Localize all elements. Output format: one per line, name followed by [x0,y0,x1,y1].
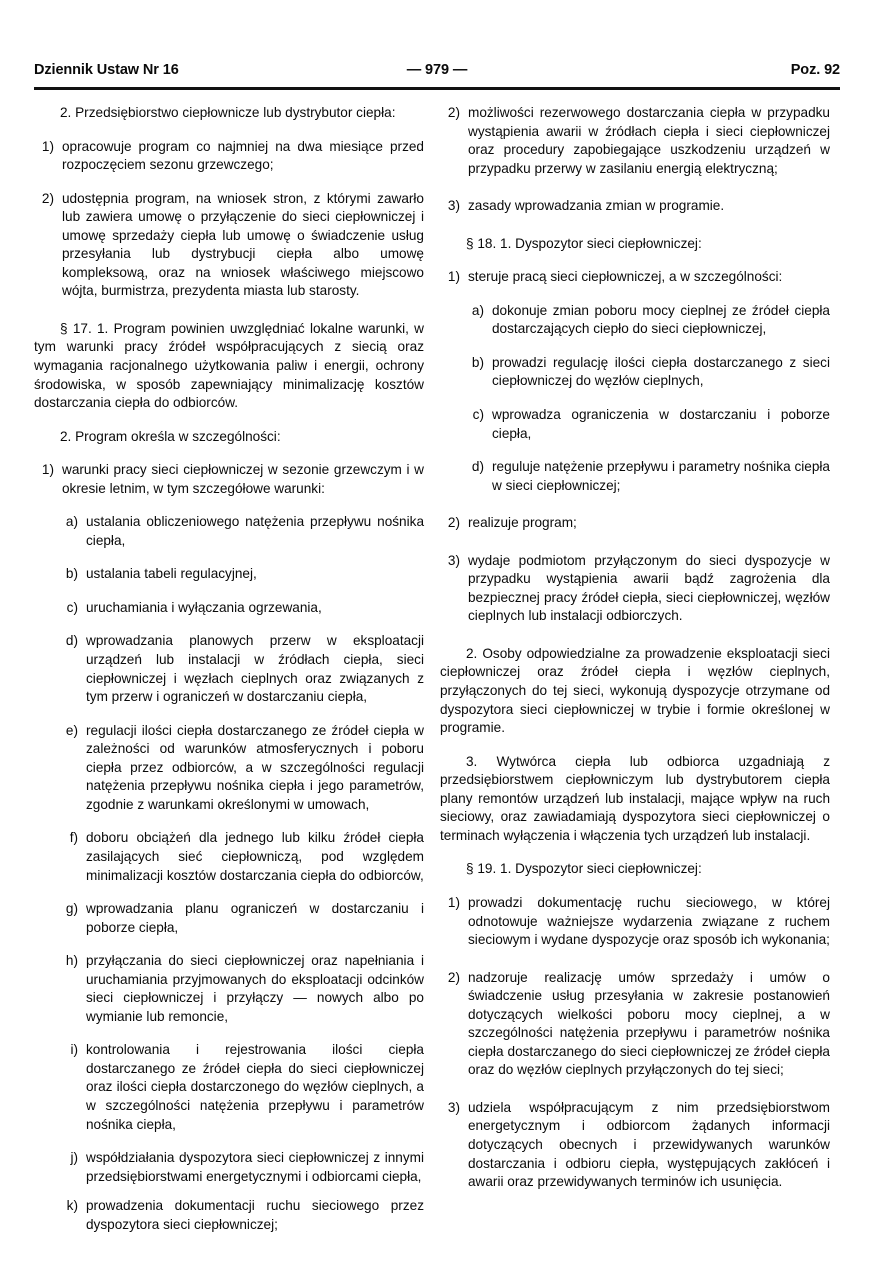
list-item [34,599,424,618]
section-paragraph: § 17. 1. Program powinien uwzględniać lokalne warunki, w tym warunki pracy źródeł współpracujących z siecią oraz wymagania racjonalnego użytkowania paliw i energii, ochrony środowiska, w sposób zapewniający minimalizację kosztów dostarczania ciepła do odbiorców. [34,320,424,411]
list-item [440,458,830,495]
list-marker: g) [65,901,78,917]
list-item [34,829,424,885]
list-item [440,302,830,339]
list-item-text: udziela współpracującym z nim przedsiębiorstwom energetycznym i odbiorcom żądanych informacji dotyczących obecnych i przewidywanych warunków dostarczania i odbioru ciepła, występujących zakłóceń i awarii oraz przewidywanych terminów ich usunięcia. [468,1099,830,1190]
list-item-text: wprowadzania planowych przerw w eksploatacji urządzeń lub instalacji w źródłach ciepła, sieci ciepłowniczej i węzłach cieplnych oraz związanych z tym przerw i ograniczeń w dostarczaniu ciepła, [86,633,424,705]
list-item-text: przyłączania do sieci ciepłowniczej oraz napełniania i uruchamiania przyjmowanych do eksploatacji odcinków sieci ciepłowniczej i przyłączy — nowych albo po wymianie lub remoncie, [86,953,424,1024]
left-column [34,104,424,1234]
list-marker: 2) [447,969,460,985]
list-item [34,190,424,301]
list-item-text: wprowadzania planu ograniczeń w dostarczaniu i poborze ciepła, [86,901,424,935]
list-item [34,138,424,175]
list-marker: e) [65,722,78,738]
list-item-text: możliwości rezerwowego dostarczania ciepła w przypadku wystąpienia awarii w źródłach ciepła i sieci ciepłowniczej oraz procedury zapobiegające uszkodzeniu urządzeń w przypadku przerwy w zasilaniu energią elektryczną; [468,105,830,176]
list-marker: h) [65,953,78,969]
list-item [34,632,424,706]
list-item [440,406,830,443]
right-column [440,104,830,1192]
list-item-text: uruchamiania i wyłączania ogrzewania, [86,599,322,615]
list-marker: c) [66,599,78,615]
list-item [34,1149,424,1186]
list-marker: k) [66,1198,78,1214]
list-item-text: realizuje program; [468,515,577,531]
list-item-text: wprowadza ograniczenia w dostarczaniu i poborze ciepła, [492,407,830,441]
list-marker: d) [471,459,484,475]
list-item-text: zasady wprowadzania zmian w programie. [468,198,725,214]
list-marker: c) [472,407,484,423]
list-item-text: opracowuje program co najmniej na dwa miesiące przed rozpoczęciem sezonu grzewczego; [62,138,424,173]
list-marker: 2) [41,190,54,206]
list-item [34,722,424,815]
list-marker: b) [65,566,78,582]
list-marker: d) [65,633,78,649]
list-item-text: ustalania obliczeniowego natężenia przepływu nośnika ciepła, [86,514,424,548]
list-item [34,461,424,498]
list-marker: j) [70,1150,78,1166]
list-item-text: prowadzi regulację ilości ciepła dostarczanego z sieci ciepłowniczej do węzłów cieplnych, [492,354,830,389]
list-marker: 3) [447,1099,460,1115]
list-item-text: dokonuje zmian poboru mocy cieplnej ze źródeł ciepła dostarczających ciepło do sieci ciepłowniczej, [492,302,830,337]
list-item [34,1197,424,1234]
list-item-text: kontrolowania i rejestrowania ilości ciepła dostarczanego ze źródeł ciepła do sieci ciepłowniczej oraz ilości ciepła dostarczonego do węzłów cieplnych, a w szczególności natężenia przepływu i parametrów nośnika ciepła, [86,1042,424,1132]
list-marker: 2) [447,515,460,531]
list-item [34,1041,424,1134]
list-item-text: regulacji ilości ciepła dostarczanego ze źródeł ciepła w zależności od warunków atmosferycznych i poboru ciepła przez odbiorców, a w szczególności regulacji natężenia przepływu nośnika ciepła i jego parametrów, zgodnie z warunkami określonymi w umowach, [86,722,424,812]
list-item-text: wydaje podmiotom przyłączonym do sieci dyspozycje w przypadku wystąpienia awarii bądź zagrożenia dla bezpiecznej pracy źródeł ciepła, sieci ciepłowniczej, węzłów cieplnych lub instalacji odbiorczych. [468,552,830,624]
list-item [440,268,830,287]
item-reference: Poz. 92 [790,62,840,78]
list-item [34,513,424,550]
list-marker: i) [70,1042,78,1058]
list-item-text: ustalania tabeli regulacyjnej, [86,566,257,582]
list-marker: 1) [447,269,460,285]
list-item [440,514,830,533]
list-item-text: prowadzi dokumentację ruchu sieciowego, w której odnotowuje ważniejsze wydarzenia związane z ruchem sieciowym i wydane dyspozycje oraz sposób ich wykonania; [468,894,830,948]
list-item-text: warunki pracy sieci ciepłowniczej w sezonie grzewczym i w okresie letnim, w tym szczegółowe warunki: [62,462,424,496]
list-marker: a) [471,302,484,318]
page-number: — 979 — [406,62,468,78]
header-rule [34,87,840,90]
list-item [34,952,424,1026]
list-marker: 1) [447,894,460,910]
section-paragraph: § 18. 1. Dyspozytor sieci ciepłowniczej: [466,235,702,251]
list-item [440,197,830,216]
list-marker: 1) [41,138,54,154]
list-item [34,900,424,937]
list-marker: 1) [41,462,54,478]
list-item [34,565,424,584]
list-item-text: doboru obciążeń dla jednego lub kilku źródeł ciepła zasilających sieć ciepłowniczą, pod względem minimalizacji kosztów dostarczania ciepła do odbiorców, [86,830,424,883]
list-item [440,1099,830,1192]
list-item-text: nadzoruje realizację umów sprzedaży i umów o świadczenie usług przesyłania w zakresie postanowień dotyczących wielkości poboru mocy cieplnej, a w szczególności natężenia przepływu i parametrów nośnika ciepła dostarczanego do sieci ciepłowniczej ze źródeł ciepła oraz do węzłów cieplnych przyłączonych do tej sieci; [468,969,830,1078]
journal-title: Dziennik Ustaw Nr 16 [34,62,179,78]
list-item-text: reguluje natężenie przepływu i parametry nośnika ciepła w sieci ciepłowniczej; [492,459,830,493]
list-marker: 3) [447,552,460,568]
list-marker: 3) [447,198,460,214]
paragraph: 2. Osoby odpowiedzialne za prowadzenie eksploatacji sieci ciepłowniczej oraz źródeł ciepła i węzłów cieplnych, przyłączonych do tej sieci, wykonują dyspozycje otrzymane od dyspozytora sieci ciepłowniczej w trybie i formie określonej w programie. [440,645,830,736]
list-marker: 2) [447,105,460,120]
list-item [440,969,830,1080]
list-item-text: udostępnia program, na wniosek stron, z którymi zawarło lub zawiera umowę o przyłączenie do sieci ciepłowniczej i umowę sprzedaży ciepła lub umowę o świadczenie usług przesyłania lub dystrybucji ciepła albo umowę kompleksową, oraz na wniosek właściwego miejscowo wójta, burmistrza, prezydenta miasta lub starosty. [62,190,424,299]
list-item [440,894,830,950]
paragraph: 2. Program określa w szczególności: [60,428,281,444]
list-marker: a) [65,514,78,530]
list-item-text: prowadzenia dokumentacji ruchu sieciowego przez dyspozytora sieci ciepłowniczej; [86,1198,424,1232]
list-item-text: steruje pracą sieci ciepłowniczej, a w szczególności: [468,269,783,285]
paragraph: 3. Wytwórca ciepła lub odbiorca uzgadniają z przedsiębiorstwem ciepłowniczym lub dystrybutorem ciepła plany remontów urządzeń lub instalacji, mające wpływ na ruch sieciowy, oraz zawiadamiają dyspozytora sieci ciepłowniczej o terminach wyłączenia i włączenia tych urządzeń lub instalacji. [440,753,830,843]
list-item [440,104,830,178]
list-marker: f) [69,830,78,846]
paragraph: 2. Przedsiębiorstwo ciepłownicze lub dystrybutor ciepła: [60,105,396,120]
running-head [34,60,840,84]
list-item [440,552,830,626]
section-paragraph: § 19. 1. Dyspozytor sieci ciepłowniczej: [466,861,702,877]
list-item [440,354,830,391]
list-marker: b) [471,354,484,370]
list-item-text: współdziałania dyspozytora sieci ciepłowniczej z innymi przedsiębiorstwami energetycznymi i odbiorcami ciepła, [86,1150,424,1184]
